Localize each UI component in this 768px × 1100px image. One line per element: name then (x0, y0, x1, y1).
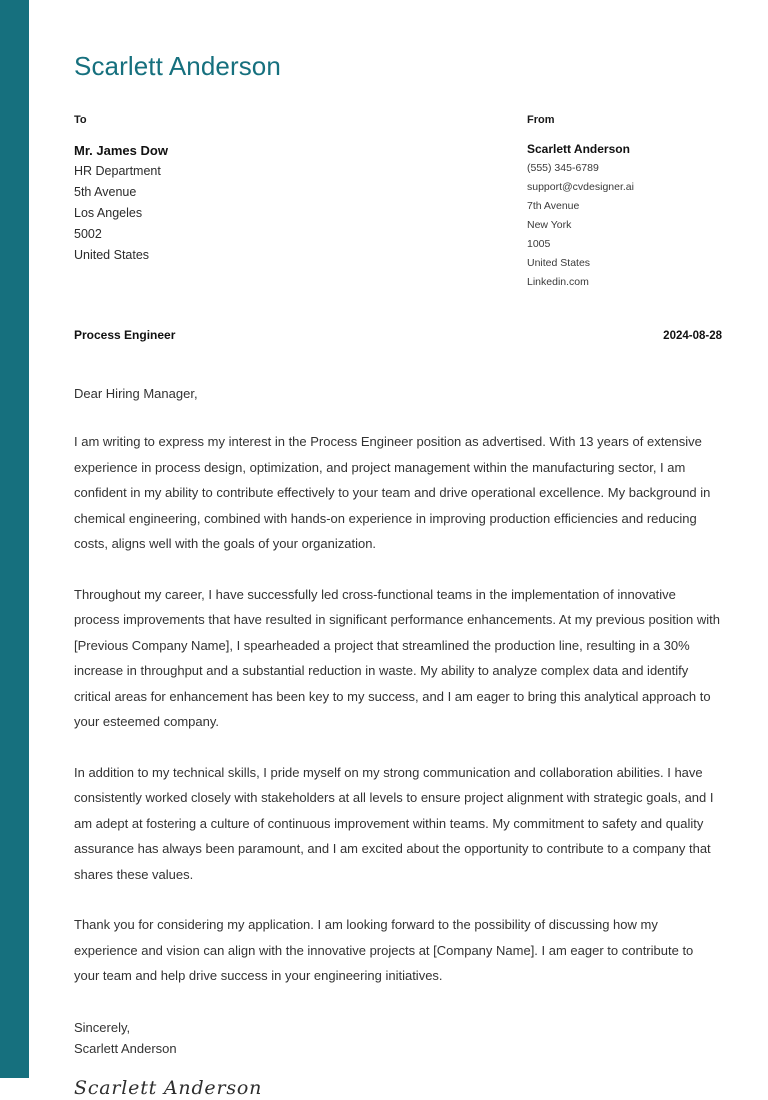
sender-line: United States (527, 257, 591, 270)
letter-content (74, 0, 722, 1100)
recipient-line: HR Department (74, 164, 161, 179)
sender-name: Scarlett Anderson (527, 142, 630, 157)
salutation: Dear Hiring Manager, (74, 386, 198, 402)
signature: Scarlett Anderson (74, 1076, 263, 1099)
recipient-line: 5002 (74, 227, 102, 242)
recipient-line: Los Angeles (74, 206, 143, 221)
sender-block (527, 114, 722, 292)
sender-phone: (555) 345-6789 (527, 162, 599, 175)
recipient-line: 5th Avenue (74, 185, 137, 200)
body-paragraph: In addition to my technical skills, I pride myself on my strong communication and collaboration abilities. I have consistently worked closely with stakeholders at all levels to ensure project alignment with strategic goals, and I am adept at fostering a culture of continuous improvement within teams. My commitment to safety and quality assurance has always been paramount, and I am excited about the opportunity to contribute to a company that shares these values. (74, 764, 714, 882)
body-paragraph: I am writing to express my interest in the Process Engineer position as advertised. With 13 years of extensive experience in process design, optimization, and project management within the manufacturing sector, I am confident in my ability to contribute effectively to your team and drive operational excellence. My background in chemical engineering, combined with hands-on experience in improving production efficiencies and reducing costs, aligns well with the goals of your organization. (74, 434, 711, 552)
closing-block (74, 1017, 722, 1059)
closing-word: Sincerely, (74, 1019, 131, 1035)
job-title: Process Engineer (74, 328, 176, 343)
sender-line: 7th Avenue (527, 200, 580, 213)
recipient-name: Mr. James Dow (74, 143, 168, 159)
subject-row (74, 328, 722, 344)
body-paragraph: Thank you for considering my application. I am looking forward to the possibility of discussing how my experience and vision can align with the innovative projects at [Company Name]. I am eager to contribute to your team and help drive success in your engineering initiatives. (74, 917, 694, 984)
recipient-line: United States (74, 248, 150, 263)
sender-linkedin: Linkedin.com (527, 276, 589, 289)
sender-line: 1005 (527, 238, 551, 251)
page-title: Scarlett Anderson (74, 51, 281, 81)
recipient-label: To (74, 114, 87, 127)
closing-name: Scarlett Anderson (74, 1040, 177, 1056)
sender-label: From (527, 114, 555, 127)
accent-sidebar (0, 0, 29, 1078)
sender-line: New York (527, 219, 572, 232)
body-paragraph: Throughout my career, I have successfully led cross-functional teams in the implementation of innovative process improvements that have resulted in significant performance enhancements. At my previous position with [Previous Company Name], I spearheaded a project that streamlined the production line, resulting in a 30% increase in throughput and a substantial reduction in waste. My ability to analyze complex data and identify critical areas for enhancement has been key to my success, and I am eager to bring this analytical approach to your esteemed company. (74, 586, 720, 730)
sender-email: support@cvdesigner.ai (527, 181, 634, 194)
letter-date: 2024-08-28 (663, 330, 722, 343)
recipient-block (74, 114, 527, 292)
contact-block (74, 114, 722, 292)
